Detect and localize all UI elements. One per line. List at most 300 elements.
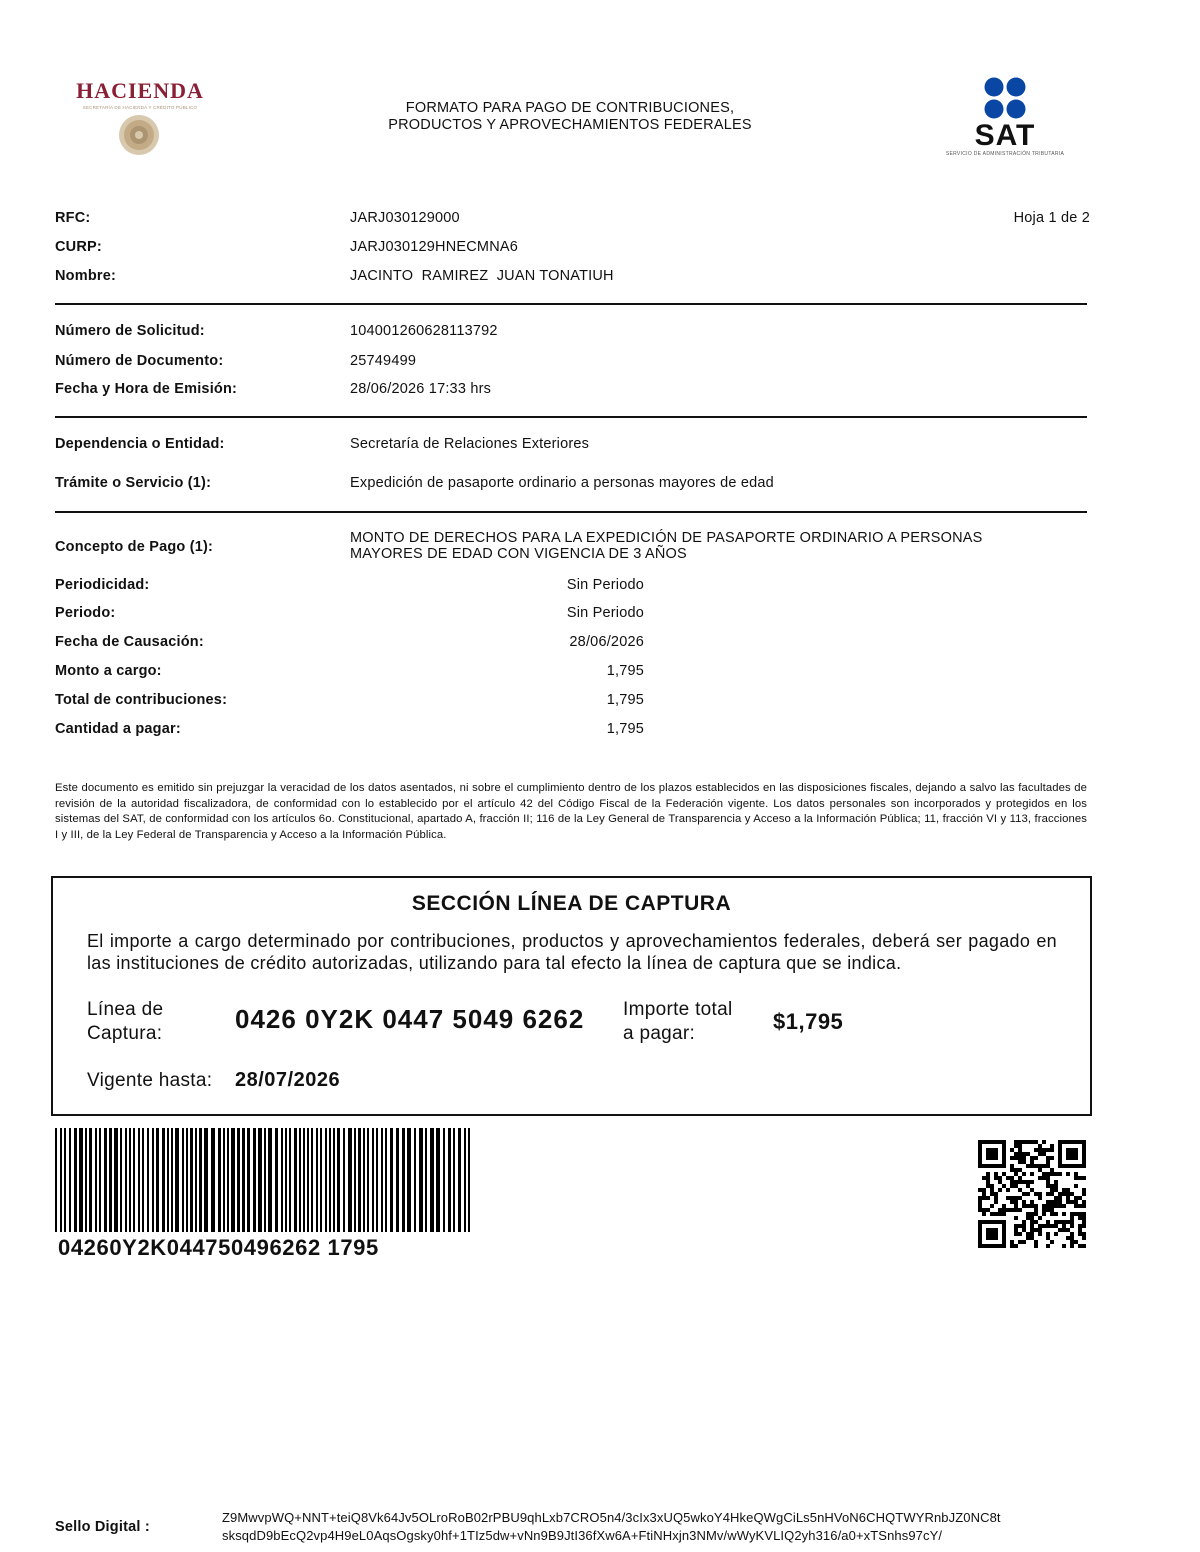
qr-module [1046,1224,1050,1228]
qr-module [1034,1228,1038,1232]
barcode-bar [147,1128,149,1232]
qr-module [998,1188,1002,1192]
qr-module [1070,1212,1074,1216]
qr-module [1002,1212,1006,1216]
barcode-bar [89,1128,92,1232]
qr-module [1022,1156,1026,1160]
qr-module [1078,1204,1082,1208]
barcode-bar [171,1128,173,1232]
qr-module [1006,1176,1010,1180]
qr-module [1034,1220,1038,1224]
qr-module [1054,1220,1058,1224]
qr-module [1026,1236,1030,1240]
qr-module [1042,1224,1046,1228]
qr-module [982,1208,986,1212]
barcode-bar [275,1128,278,1232]
qr-module [1010,1184,1014,1188]
barcode-bar [343,1128,345,1232]
qr-module [1026,1180,1030,1184]
qr-module [1022,1224,1026,1228]
linea-captura-label [87,998,163,1046]
qr-module [1030,1232,1034,1236]
qr-module [1046,1220,1050,1224]
barcode-bar [237,1128,240,1232]
curp-label: CURP: [55,239,102,255]
barcode-image [55,1128,475,1234]
qr-module [1034,1156,1038,1160]
qr-module [1082,1192,1086,1196]
barcode-bar [464,1128,466,1232]
qr-module [1030,1236,1034,1240]
qr-module [1030,1216,1034,1220]
barcode-bar [436,1128,440,1232]
qr-module [1058,1172,1062,1176]
barcode-bar [199,1128,202,1232]
barcode-bar [227,1128,229,1232]
qr-module [1006,1208,1010,1212]
fecha-emision-value: 28/06/2026 17:33 hrs [350,381,492,397]
barcode-bar [425,1128,427,1232]
qr-module [1026,1232,1030,1236]
qr-module [990,1184,994,1188]
qr-module [1062,1228,1066,1232]
qr-module [1046,1180,1050,1184]
qr-module [1030,1220,1034,1224]
qr-module [1014,1140,1018,1144]
barcode-bar [367,1128,369,1232]
qr-module [1022,1192,1026,1196]
qr-module [1046,1176,1050,1180]
barcode-bar [385,1128,387,1232]
qr-module [1038,1224,1042,1228]
national-seal-icon [62,111,218,159]
qr-module [1026,1212,1030,1216]
linea-captura-label-line2: Captura: [87,1023,163,1044]
qr-module [990,1212,994,1216]
sello-digital-label: Sello Digital : [55,1519,150,1535]
periodo-label: Periodo: [55,605,116,621]
qr-module [1014,1200,1018,1204]
qr-module [1058,1196,1062,1200]
importe-total-label [623,998,733,1046]
qr-module [1082,1216,1086,1220]
qr-module [1050,1156,1054,1160]
qr-module [1034,1240,1038,1244]
qr-module [998,1176,1002,1180]
qr-module [1018,1188,1022,1192]
qr-module [1046,1236,1050,1240]
qr-module [1050,1204,1054,1208]
qr-module [1070,1244,1074,1248]
qr-module [1074,1240,1078,1244]
qr-module [1050,1208,1054,1212]
periodicidad-value: Sin Periodo [566,577,644,593]
qr-module [1026,1204,1030,1208]
barcode-bar [74,1128,77,1232]
qr-module [1038,1164,1042,1168]
qr-module [982,1196,986,1200]
qr-module [1074,1176,1078,1180]
qr-module [1018,1232,1022,1236]
qr-module [1014,1216,1018,1220]
qr-module [1054,1184,1058,1188]
barcode-bar [156,1128,159,1232]
qr-module [1054,1232,1058,1236]
qr-module [1002,1184,1006,1188]
qr-module [1022,1220,1026,1224]
qr-module [1026,1152,1030,1156]
barcode-bar [55,1128,57,1232]
qr-module [990,1192,994,1196]
qr-module [1042,1152,1046,1156]
barcode-bar [186,1128,188,1232]
barcode-bar [396,1128,399,1232]
hacienda-logo-text: HACIENDA [76,78,204,103]
barcode-bar [348,1128,352,1232]
monto-label: Monto a cargo: [55,663,162,679]
qr-module [1026,1184,1030,1188]
qr-module [1062,1212,1066,1216]
qr-module [1006,1196,1010,1200]
qr-module [1038,1216,1042,1220]
qr-module [1058,1220,1062,1224]
qr-module [1014,1168,1018,1172]
qr-module [1046,1172,1050,1176]
barcode-bar [372,1128,374,1232]
barcode-bar [211,1128,215,1232]
qr-module [1018,1152,1022,1156]
barcode-bar [85,1128,87,1232]
qr-module [1006,1188,1010,1192]
barcode-bar [354,1128,356,1232]
cantidad-label: Cantidad a pagar: [55,721,181,737]
qr-module [986,1172,990,1176]
qr-module [1014,1156,1018,1160]
solicitud-value: 104001260628113792 [350,323,498,339]
qr-module [1014,1228,1018,1232]
qr-module [1054,1224,1058,1228]
qr-module [1042,1140,1046,1144]
qr-module [1030,1224,1034,1228]
barcode-bar [468,1128,470,1232]
qr-module [1070,1200,1074,1204]
curp-value: JARJ030129HNECMNA6 [350,239,518,255]
qr-module [1054,1204,1058,1208]
importe-total-label-line2: a pagar: [623,1023,696,1044]
rfc-value: JARJ030129000 [350,210,460,226]
fecha-emision-label: Fecha y Hora de Emisión: [55,381,238,397]
qr-module [1034,1140,1038,1144]
vigente-hasta-label: Vigente hasta: [87,1070,213,1091]
qr-module [1010,1164,1014,1168]
qr-module [1018,1168,1022,1172]
qr-module [1022,1204,1026,1208]
qr-module [1030,1160,1034,1164]
barcode-bar [152,1128,154,1232]
qr-module [1078,1244,1082,1248]
barcode-bar [407,1128,411,1232]
barcode-bar [99,1128,101,1232]
periodo-value: Sin Periodo [566,605,644,621]
barcode-bar [381,1128,383,1232]
barcode-bar [162,1128,165,1232]
qr-module [1010,1244,1014,1248]
causacion-value: 28/06/2026 [569,634,644,650]
qr-module [1010,1208,1014,1212]
qr-module [986,1176,990,1180]
qr-module [1002,1208,1006,1212]
causacion-label: Fecha de Causación: [55,634,204,650]
barcode-bar [133,1128,135,1232]
barcode-bar [402,1128,405,1232]
barcode-text: 04260Y2K044750496262 1795 [58,1235,379,1260]
qr-module [1062,1188,1066,1192]
document-title-line1: FORMATO PARA PAGO DE CONTRIBUCIONES, [405,100,735,116]
linea-captura-label-line1: Línea de [87,999,164,1020]
qr-module [994,1172,998,1176]
barcode-bar [218,1128,221,1232]
barcode-bar [64,1128,66,1232]
qr-module [994,1212,998,1216]
qr-module [1070,1192,1074,1196]
monto-value: 1,795 [606,663,644,679]
qr-module [978,1196,982,1200]
qr-module [1014,1184,1018,1188]
qr-module [1010,1176,1014,1180]
qr-module [1030,1140,1034,1144]
qr-module [994,1176,998,1180]
qr-module [1066,1172,1070,1176]
qr-module [994,1200,998,1204]
qr-module [1042,1148,1046,1152]
qr-module [1050,1148,1054,1152]
qr-module [998,1180,1002,1184]
qr-module [1034,1244,1038,1248]
total-label: Total de contribuciones: [55,692,228,708]
qr-module [1046,1244,1050,1248]
barcode-bar [142,1128,144,1232]
qr-module [1042,1164,1046,1168]
barcode-bar [443,1128,445,1232]
barcode-bar [337,1128,340,1232]
qr-module [1022,1200,1026,1204]
qr-module [1014,1244,1018,1248]
qr-module [1046,1204,1050,1208]
qr-module [1062,1204,1066,1208]
qr-module [1058,1200,1062,1204]
qr-module [1074,1204,1078,1208]
qr-module [998,1212,1002,1216]
barcode-bar [167,1128,169,1232]
vigente-hasta-value: 28/07/2026 [235,1069,341,1091]
qr-module [1078,1212,1082,1216]
qr-module [1034,1192,1038,1196]
qr-finder-inner [986,1148,998,1160]
qr-module [1030,1212,1034,1216]
barcode-bar [264,1128,266,1232]
barcode-bar [231,1128,235,1232]
qr-module [1050,1212,1054,1216]
qr-module [1038,1168,1042,1172]
qr-module [1014,1224,1018,1228]
qr-module [1014,1208,1018,1212]
divider-3 [55,511,1087,513]
qr-module [1014,1152,1018,1156]
qr-module [1018,1224,1022,1228]
qr-module [982,1212,986,1216]
qr-module [1010,1200,1014,1204]
hacienda-logo [62,78,218,160]
dependencia-value: Secretaría de Relaciones Exteriores [350,436,590,452]
qr-module [1074,1212,1078,1216]
documento-label: Número de Documento: [55,353,224,369]
barcode-bar [285,1128,287,1232]
qr-module [1082,1224,1086,1228]
qr-module [1014,1196,1018,1200]
sat-logo-subtext: SERVICIO DE ADMINISTRACIÓN TRIBUTARIA [945,151,1065,157]
qr-module [1018,1196,1022,1200]
barcode-bar [320,1128,322,1232]
qr-module [1074,1172,1078,1176]
barcode-bar [60,1128,62,1232]
qr-module [1038,1196,1042,1200]
qr-module [1050,1224,1054,1228]
qr-module [1082,1188,1086,1192]
sat-logo-text: SAT [974,119,1036,152]
qr-module [1054,1180,1058,1184]
qr-module [1038,1144,1042,1148]
qr-module [1010,1168,1014,1172]
barcode-bar [281,1128,283,1232]
qr-module [1042,1176,1046,1180]
sello-digital-line1: Z9MwvpWQ+NNT+teiQ8Vk64Jv5OLroRoB02rPBU9qhLxb7CRO5n4/3cIx3xUQ5wkoY4HkeQWgCiLs5nHVoN6CHQTWYRnbJZ0NC8t [222,1510,1001,1525]
qr-module [1010,1240,1014,1244]
qr-module [1054,1172,1058,1176]
qr-module [1050,1240,1054,1244]
capture-instructions: El importe a cargo determinado por contribuciones, productos y aprovechamientos federales, deberá ser pagado en las instituciones de crédito autorizadas, utilizando para tal efecto la línea de captura que se indica. [87,931,1057,973]
qr-module [982,1188,986,1192]
qr-module [1066,1192,1070,1196]
qr-module [1018,1208,1022,1212]
sello-digital-line2: sksqdD9bEcQ2vp4H9eL0AqsOgsky0hf+1TIz5dw+vNn9B9JtI36fXw6A+FtiNHxjn3NMv/wWyKVLIQ2yh316/a0+xTSnhs97cY/ [222,1528,943,1543]
qr-module [1082,1176,1086,1180]
barcode-bar [299,1128,301,1232]
qr-module [1018,1144,1022,1148]
qr-module [986,1180,990,1184]
barcode-bar [129,1128,131,1232]
qr-module [1042,1212,1046,1216]
barcode-bar [242,1128,245,1232]
qr-module [1042,1208,1046,1212]
importe-total-value: $1,795 [773,1009,844,1034]
qr-module [1050,1184,1054,1188]
capture-section [51,876,1092,1116]
qr-module [1082,1212,1086,1216]
qr-module [1042,1172,1046,1176]
qr-module [1014,1172,1018,1176]
barcode-bar [182,1128,184,1232]
qr-module [1030,1172,1034,1176]
qr-module [1018,1240,1022,1244]
qr-module [1030,1188,1034,1192]
barcode-bar [190,1128,193,1232]
tramite-value: Expedición de pasaporte ordinario a personas mayores de edad [350,475,774,491]
qr-module [1010,1148,1014,1152]
qr-module [1078,1232,1082,1236]
qr-module [994,1196,998,1200]
qr-module [1054,1200,1058,1204]
qr-module [1022,1180,1026,1184]
qr-module [1058,1192,1062,1196]
qr-module [1078,1224,1082,1228]
barcode-bar [120,1128,122,1232]
barcode-bar [307,1128,309,1232]
barcode-bar [69,1128,71,1232]
qr-module [1018,1148,1022,1152]
qr-module [1034,1148,1038,1152]
documento-value: 25749499 [350,353,417,369]
barcode-bar [204,1128,208,1232]
hacienda-logo-subtext: SECRETARÍA DE HACIENDA Y CRÉDITO PÚBLICO [82,105,198,110]
qr-module [1074,1184,1078,1188]
qr-module [982,1176,986,1180]
qr-code-image [978,1140,1086,1248]
barcode-bar [430,1128,434,1232]
barcode-bar [268,1128,272,1232]
qr-module [1030,1200,1034,1204]
qr-module [1054,1196,1058,1200]
qr-module [1066,1188,1070,1192]
qr-module [1054,1188,1058,1192]
capture-title: SECCIÓN LÍNEA DE CAPTURA [411,892,732,915]
barcode-bar [195,1128,197,1232]
qr-module [1062,1224,1066,1228]
qr-module [1030,1164,1034,1168]
qr-module [1018,1176,1022,1180]
rfc-label: RFC: [55,210,91,226]
barcode-bar [138,1128,140,1232]
concepto-value [350,530,983,562]
qr-module [1030,1180,1034,1184]
qr-module [1022,1140,1026,1144]
qr-module [978,1204,982,1208]
qr-module [1018,1156,1022,1160]
qr-module [1026,1216,1030,1220]
sat-dots-icon [922,74,1088,122]
qr-module [1050,1192,1054,1196]
qr-module [986,1208,990,1212]
cantidad-value: 1,795 [606,721,644,737]
qr-module [1046,1208,1050,1212]
qr-module [1034,1208,1038,1212]
qr-module [1030,1204,1034,1208]
barcode-bar [358,1128,361,1232]
qr-module [1062,1220,1066,1224]
barcode-bar [448,1128,451,1232]
qr-module [1046,1200,1050,1204]
qr-module [1066,1236,1070,1240]
qr-module [1050,1144,1054,1148]
barcode-bar [95,1128,97,1232]
qr-module [1050,1188,1054,1192]
qr-module [1082,1232,1086,1236]
barcode-bar [363,1128,365,1232]
qr-module [1038,1152,1042,1156]
barcode-bar [329,1128,331,1232]
qr-module [1038,1176,1042,1180]
barcode-bar [175,1128,179,1232]
barcode-bar [258,1128,262,1232]
